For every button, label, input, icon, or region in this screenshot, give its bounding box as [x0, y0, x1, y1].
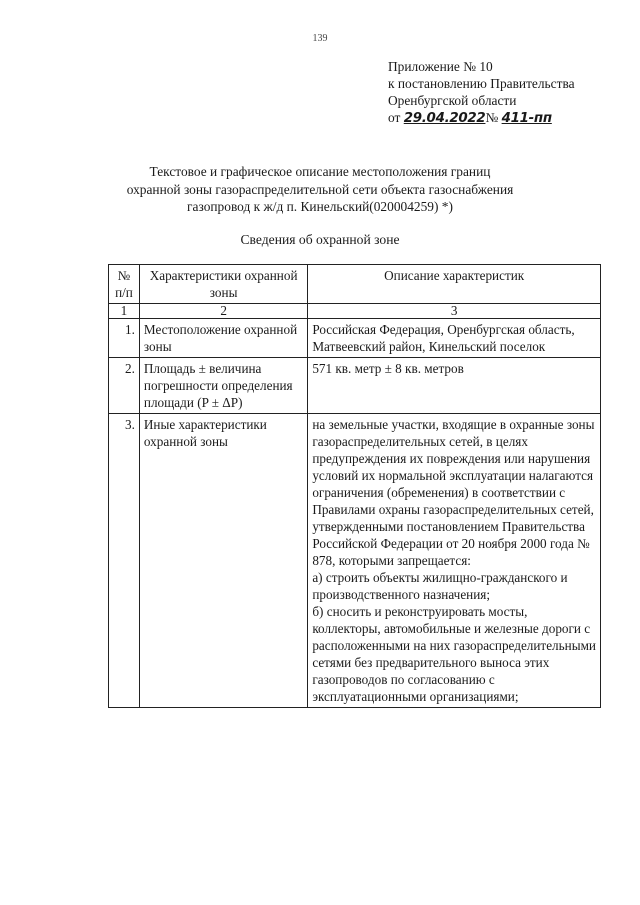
- index-cell-3: 3: [308, 304, 601, 319]
- date-prefix: от: [388, 110, 401, 125]
- table-header-row: [109, 265, 601, 304]
- title-line-3: газопровод к ж/д п. Кинельский(020004259) *): [187, 199, 453, 214]
- header-number: № п/п: [109, 265, 140, 304]
- row-description: Российская Федерация, Оренбургская область, Матвеевский район, Кинельский поселок: [308, 319, 601, 358]
- row-description: [308, 414, 601, 708]
- appendix-line-3: Оренбургской области: [388, 93, 517, 108]
- header-characteristics: Характеристики охранной зоны: [139, 265, 307, 304]
- index-cell-2: 2: [139, 304, 307, 319]
- row-description: 571 кв. метр ± 8 кв. метров: [308, 358, 601, 414]
- document-title: [60, 163, 580, 216]
- protection-zone-table: [108, 264, 601, 708]
- handwritten-number: 411-пп: [501, 111, 552, 126]
- appendix-block: [388, 58, 638, 127]
- table-row: [109, 358, 601, 414]
- row-number: 1.: [109, 319, 140, 358]
- header-description: Описание характеристик: [308, 265, 601, 304]
- appendix-line-1: Приложение № 10: [388, 59, 493, 74]
- page-number: 139: [312, 33, 328, 44]
- section-title: Сведения об охранной зоне: [240, 232, 400, 247]
- index-cell-1: 1: [109, 304, 140, 319]
- table-row: [109, 414, 601, 708]
- row-number: 3.: [109, 414, 140, 708]
- row-name: Иные характеристики охранной зоны: [139, 414, 307, 708]
- table-row: [109, 319, 601, 358]
- appendix-date-line: [388, 109, 638, 127]
- description-paragraph: на земельные участки, входящие в охранные зоны газораспределительных сетей, в целях предупреждения их повреждения или нарушения условий их нормальной эксплуатации налагаются ограничения (обременения) в соответствии с Правилами охраны газораспределительных сетей, утвержденными постановлением Правительства Российской Федерации от 20 ноября 2000 года № 878, которыми запрещается:: [312, 417, 595, 568]
- handwritten-date: 29.04.2022: [403, 111, 486, 126]
- row-name: Площадь ± величина погрешности определения площади (P ± ΔP): [139, 358, 307, 414]
- title-line-1: Текстовое и графическое описание местоположения границ: [149, 164, 491, 179]
- number-prefix: №: [485, 110, 499, 125]
- table-index-row: [109, 304, 601, 319]
- row-name: Местоположение охранной зоны: [139, 319, 307, 358]
- description-item-a: а) строить объекты жилищно-гражданского и производственного назначения;: [312, 570, 568, 602]
- row-number: 2.: [109, 358, 140, 414]
- appendix-line-2: к постановлению Правительства: [388, 76, 575, 91]
- description-item-b: б) сносить и реконструировать мосты, коллекторы, автомобильные и железные дороги с расположенными на них газораспределительными сетями без предварительного выноса этих газопроводов по согласованию с эксплуатационными организациями;: [312, 604, 596, 704]
- title-line-2: охранной зоны газораспределительной сети объекта газоснабжения: [126, 181, 514, 197]
